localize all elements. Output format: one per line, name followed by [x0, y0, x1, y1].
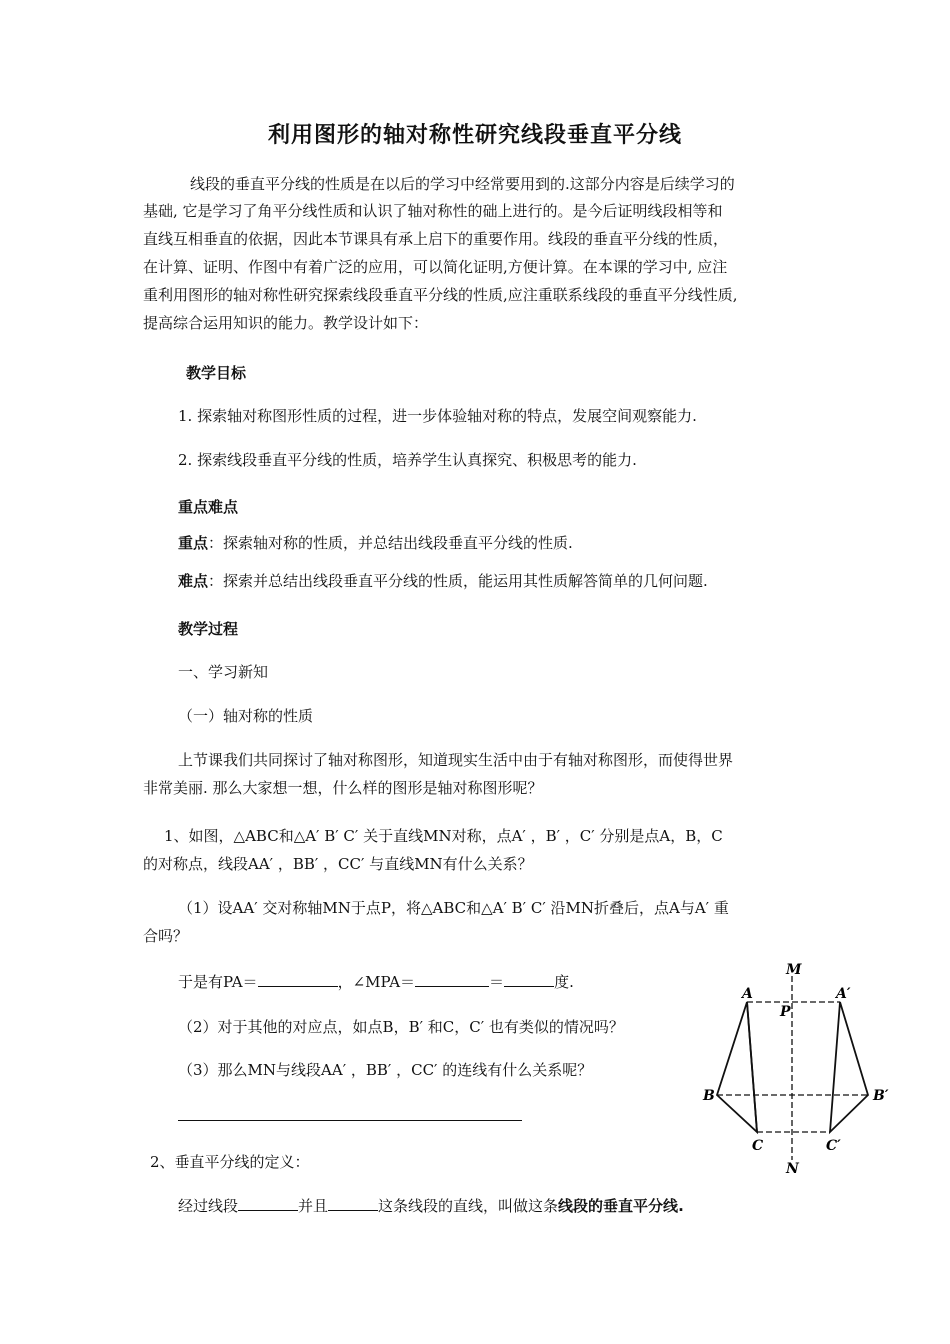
difficulty-text: ：探索并总结出线段垂直平分线的性质，能运用其性质解答简单的几何问题. [208, 572, 708, 590]
fill-text-equals: ＝ [489, 973, 505, 991]
fill-text-degree: 度. [554, 973, 574, 991]
blank-pa[interactable] [258, 972, 338, 987]
label-m: M [786, 962, 802, 978]
fill-text-pa: 于是有PA＝ [178, 973, 258, 991]
intro-line-4: 在计算、证明、作图中有着广泛的应用，可以简化证明,方便计算。在本课的学习中, 应注 [143, 258, 728, 276]
question-1-2: （2）对于其他的对应点，如点B，B′ 和C，C′ 也有类似的情况吗？ [178, 1018, 624, 1036]
section-heading: 一、学习新知 [178, 663, 269, 681]
para-line-1: 上节课我们共同探讨了轴对称图形，知道现实生活中由于有轴对称图形，而使得世界 [178, 751, 734, 769]
question-2: 2、垂直平分线的定义： [150, 1153, 310, 1171]
question-1-1-line-2: 合吗？ [143, 927, 189, 945]
key-point [178, 530, 573, 557]
label-a: A [742, 986, 753, 1002]
label-b: B [703, 1088, 715, 1104]
blank-def-2[interactable] [328, 1196, 378, 1211]
intro-line-5: 重利用图形的轴对称性研究探索线段垂直平分线的性质,应注重联系线段的垂直平分线性质, [143, 286, 738, 304]
label-p: P [780, 1004, 791, 1020]
label-c: C [752, 1138, 764, 1154]
key-heading: 重点难点 [178, 498, 239, 516]
definition-line [178, 1193, 684, 1220]
blank-def-1[interactable] [238, 1196, 298, 1211]
key-text: ：探索轴对称的性质，并总结出线段垂直平分线的性质. [208, 534, 573, 552]
goals-heading: 教学目标 [186, 364, 247, 382]
page-title: 利用图形的轴对称性研究线段垂直平分线 [267, 123, 682, 148]
difficulty-label: 难点 [178, 572, 209, 590]
label-c-prime: C′ [826, 1138, 841, 1154]
symmetry-figure [700, 960, 896, 1175]
answer-line[interactable] [178, 1120, 522, 1121]
label-b-prime: B′ [873, 1088, 889, 1104]
def-text-2: 并且 [298, 1197, 329, 1215]
def-text-3: 这条线段的直线，叫做这条 [378, 1197, 559, 1215]
fill-text-angle: ，∠MPA＝ [337, 973, 416, 991]
segment-ac [747, 1002, 757, 1132]
key-label: 重点 [178, 534, 209, 552]
difficulty-point [178, 568, 708, 595]
intro-line-1: 线段的垂直平分线的性质是在以后的学习中经常要用到的.这部分内容是后续学习的 [190, 175, 735, 193]
label-a-prime: A′ [836, 986, 851, 1002]
question-1-3: （3）那么MN与线段AA′ ，BB′ ，CC′ 的连线有什么关系呢？ [178, 1061, 593, 1079]
intro-line-2: 基础, 它是学习了角平分线性质和认识了轴对称性的础上进行的。是今后证明线段相等和 [143, 202, 723, 220]
def-text-1: 经过线段 [178, 1197, 239, 1215]
goal-1: 1. 探索轴对称图形性质的过程，进一步体验轴对称的特点，发展空间观察能力. [178, 407, 697, 425]
process-heading: 教学过程 [178, 620, 239, 638]
blank-angle[interactable] [415, 972, 489, 987]
fill-in-line [178, 969, 574, 996]
intro-line-3: 直线互相垂直的依据，因此本节课具有承上启下的重要作用。线段的垂直平分线的性质， [143, 230, 729, 248]
triangle-abc [717, 1002, 757, 1132]
def-end: . [678, 1197, 684, 1215]
subsection-heading: （一）轴对称的性质 [178, 707, 314, 725]
question-1-1-line-1: （1）设AA′ 交对称轴MN于点P，将△ABC和△A′ B′ C′ 沿MN折叠后，点A与A′ 重 [178, 899, 729, 917]
label-n: N [786, 1161, 799, 1175]
triangle-abc-prime [830, 1002, 868, 1132]
question-1-line-1: 1、如图，△ABC和△A′ B′ C′ 关于直线MN对称，点A′ ，B′ ，C′ 分别是点A，B，C [164, 827, 723, 845]
def-bold-term: 线段的垂直平分线 [558, 1197, 679, 1215]
goal-2: 2. 探索线段垂直平分线的性质，培养学生认真探究、积极思考的能力. [178, 451, 637, 469]
blank-degrees[interactable] [504, 972, 554, 987]
para-line-2: 非常美丽. 那么大家想一想，什么样的图形是轴对称图形呢？ [143, 779, 543, 797]
question-1-line-2: 的对称点，线段AA′ ，BB′ ，CC′ 与直线MN有什么关系？ [143, 855, 533, 873]
intro-line-6: 提高综合运用知识的能力。教学设计如下： [143, 314, 429, 332]
